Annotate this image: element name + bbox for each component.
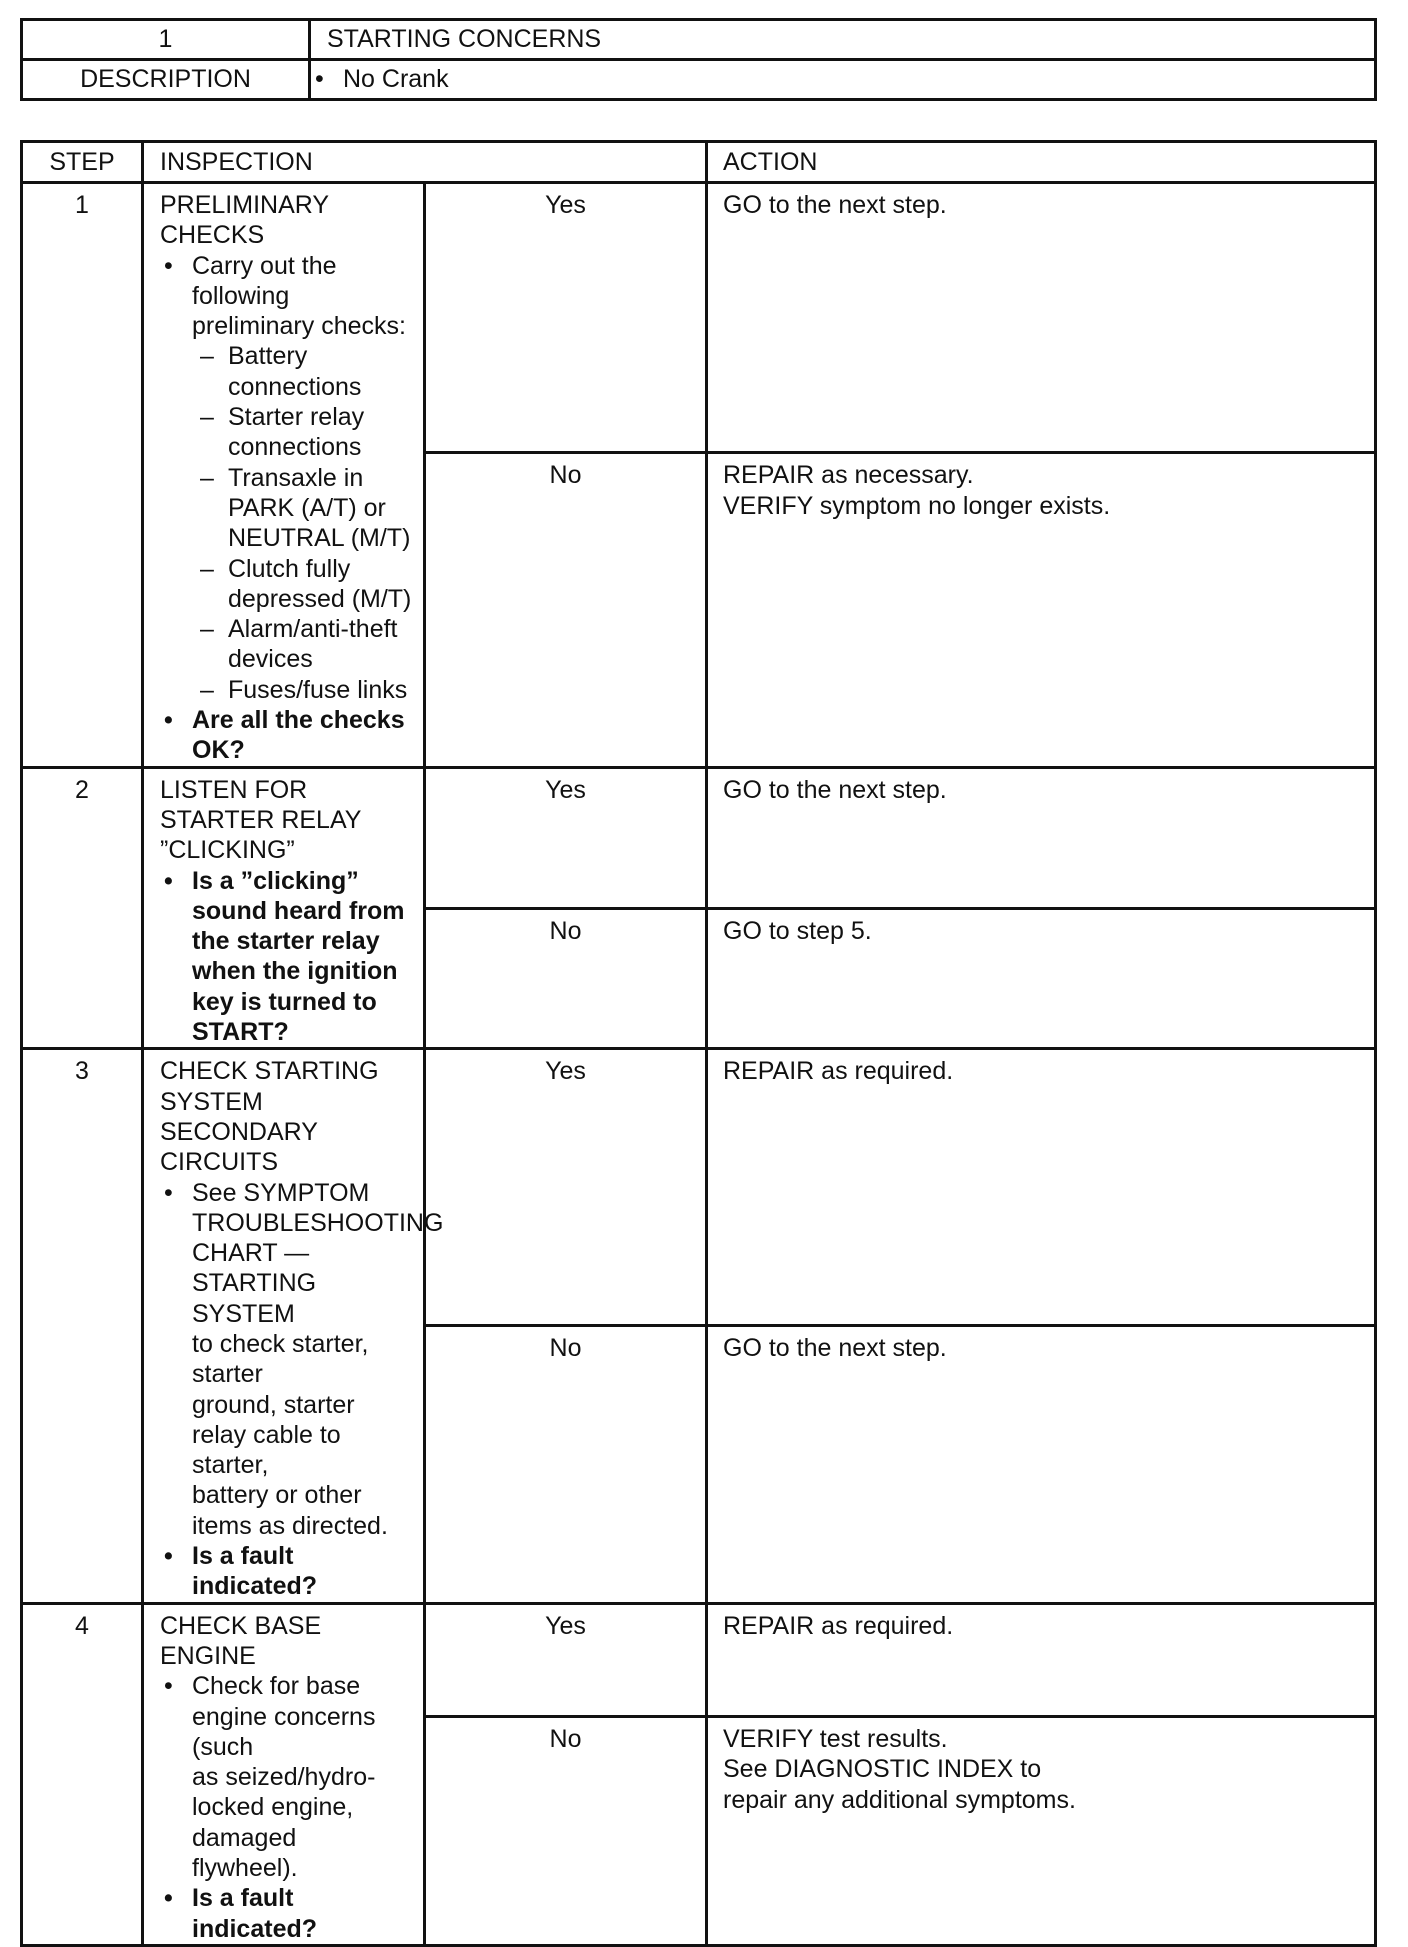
step-3-yes-label: Yes [425,1049,707,1326]
description-value: • No Crank [311,61,1374,98]
step-3-no-action: GO to the next step. [707,1326,1376,1603]
step-4-bullet-line: flywheel). [192,1854,298,1883]
step-1-check-item: – Starter relay connections [160,402,415,463]
step-3-title-line: SECONDARY CIRCUITS [160,1117,318,1177]
step-4-title: CHECK BASE ENGINE [160,1611,322,1670]
step-2-no-action: GO to step 5. [707,909,1376,1049]
step-1-check-item: – Battery connections [160,341,415,402]
column-header-row [22,142,1376,183]
step-4-no-action-line: VERIFY test results. [723,1725,948,1754]
step-1-check-item: – Clutch fully depressed (M/T) [160,554,415,615]
step-3-bullet-line: • See SYMPTOM TROUBLESHOOTING [160,1178,415,1239]
step-3-yes-action: REPAIR as required. [707,1049,1376,1326]
step-4-no-label: No [425,1717,707,1946]
step-1-question: • Are all the checks OK? [160,705,415,766]
step-1-title: PRELIMINARY CHECKS [160,191,329,250]
step-4-no-action-line: See DIAGNOSTIC INDEX to [723,1755,1042,1784]
step-3-number: 3 [22,1049,143,1603]
step-2-title-line: ”CLICKING” [160,836,295,865]
step-3-inspection [143,1049,444,1603]
concern-description-row [22,60,1376,100]
concern-number: 1 [22,20,310,60]
step-2-yes-row [22,767,1376,909]
step-2-inspection [143,767,425,1049]
step-3-bullet-line: battery or other items as directed. [192,1481,388,1540]
step-2-yes-label: Yes [425,767,707,909]
step-4-bullet-line: as seized/hydro-locked engine, damaged [192,1763,376,1852]
step-3-title-line: CHECK STARTING SYSTEM [160,1057,379,1116]
step-4-no-action [707,1717,1376,1946]
step-3-bullet-line: to check starter, starter [192,1329,369,1389]
step-2-question: • Is a ”clicking” sound heard from the starter relay when the ignition key is turned to START? [160,866,415,1048]
step-4-number: 4 [22,1603,143,1945]
step-4-no-action-line: repair any additional symptoms. [723,1785,1076,1814]
step-4-yes-label: Yes [425,1603,707,1717]
step-1-bullet: • Carry out the following preliminary checks: [160,251,415,342]
column-header-inspection: INSPECTION [143,142,707,183]
step-4-yes-action: REPAIR as required. [707,1603,1376,1717]
description-value-cell [310,60,1376,100]
step-1-inspection [143,183,425,768]
step-3-bullet-line: ground, starter relay cable to starter, [192,1390,355,1480]
column-header-action: ACTION [707,142,1376,183]
step-1-number: 1 [22,183,143,768]
column-header-step: STEP [22,142,143,183]
diagnostic-steps-table [20,140,1377,1947]
step-3-no-label: No [425,1326,707,1603]
step-1-no-action-line: REPAIR as necessary. [723,461,974,490]
step-1-check-item: – Alarm/anti-theft devices [160,614,415,675]
step-3-bullet-line: CHART — STARTING SYSTEM [192,1239,317,1328]
step-1-check-item: – Transaxle in PARK (A/T) or NEUTRAL (M/T) [160,463,415,554]
step-4-bullet-line: • Check for base engine concerns (such [160,1671,415,1762]
step-2-yes-action: GO to the next step. [707,767,1376,909]
description-label: DESCRIPTION [22,60,310,100]
step-3-yes-row [22,1049,1376,1326]
step-1-yes-action: GO to the next step. [707,183,1376,453]
concern-title: STARTING CONCERNS [310,20,1376,60]
step-1-no-action-line: VERIFY symptom no longer exists. [723,491,1111,520]
concern-title-row [22,20,1376,60]
step-1-yes-label: Yes [425,183,707,453]
step-2-no-label: No [425,909,707,1049]
step-1-no-action [707,453,1376,767]
step-2-title-line: LISTEN FOR STARTER RELAY [160,775,362,834]
step-4-yes-row [22,1603,1376,1717]
step-3-question: • Is a fault indicated? [160,1541,415,1602]
step-4-inspection [143,1603,425,1945]
step-1-no-label: No [425,453,707,767]
step-4-question: • Is a fault indicated? [160,1883,415,1944]
step-1-yes-row [22,183,1376,453]
concern-header-table [20,18,1377,101]
step-2-number: 2 [22,767,143,1049]
step-1-check-item: – Fuses/fuse links [160,675,415,705]
